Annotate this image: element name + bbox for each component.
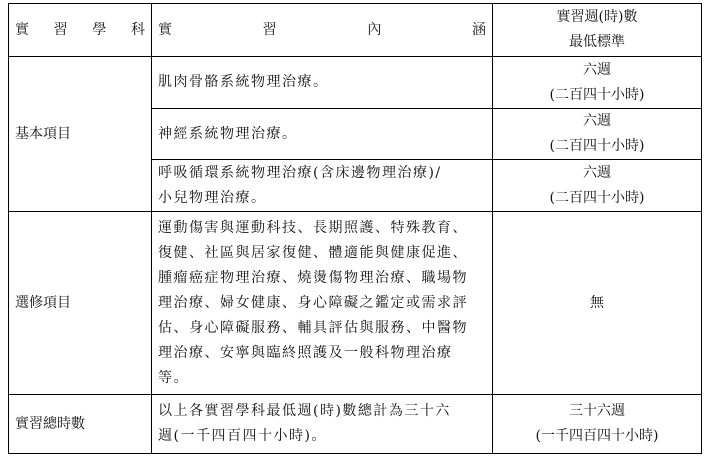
content-line: 週(一千四百四十小時)。 <box>158 428 327 444</box>
table-row <box>9 212 702 395</box>
header-content <box>152 4 493 57</box>
header-content-char: 內 <box>367 21 382 38</box>
table-row <box>9 395 702 454</box>
content-line: 估、身心障礙服務、輔具評估與服務、中醫物 <box>158 319 468 336</box>
hours-value: (二百四十小時) <box>549 86 645 103</box>
header-content-char: 習 <box>262 21 277 38</box>
content-line: 理治療、安寧與臨終照護及一般科物理治療 <box>158 344 453 361</box>
weeks-value: 六週 <box>583 113 611 129</box>
content-cell <box>152 160 493 212</box>
hours-value: (二百四十小時) <box>549 189 645 206</box>
standard-cell <box>493 395 702 454</box>
standard-cell <box>493 109 702 160</box>
hours-value: (二百四十小時) <box>549 138 645 154</box>
subject-basic: 基本項目 <box>9 57 152 212</box>
weeks-value: 六週 <box>583 164 611 181</box>
subject-total: 實習總時數 <box>9 395 152 454</box>
header-content-char: 涵 <box>471 21 486 38</box>
hours-value: (一千四百四十小時) <box>535 428 659 444</box>
standard-cell <box>493 160 702 212</box>
header-content-char: 實 <box>158 21 172 38</box>
content-line: 神經系統物理治療。 <box>158 125 298 142</box>
content-line: 運動傷害與運動科技、長期照護、特殊教育、 <box>158 219 468 236</box>
header-subject <box>9 4 152 57</box>
header-min-standard-line1: 實習週(時)數 <box>556 9 638 25</box>
header-min-standard <box>493 4 702 57</box>
header-min-standard-line2: 最低標準 <box>569 34 625 50</box>
internship-standards-table <box>8 3 702 454</box>
content-cell <box>152 57 493 109</box>
content-line: 小兒物理治療。 <box>158 189 267 206</box>
content-line: 等。 <box>158 369 189 386</box>
content-cell <box>152 212 493 395</box>
content-line: 理治療、婦女健康、身心障礙之鑑定或需求評 <box>158 294 468 311</box>
weeks-value: 六週 <box>583 61 611 78</box>
header-subject-char: 科 <box>130 21 145 38</box>
header-subject-char: 學 <box>92 21 107 38</box>
content-line: 復健、社區與居家復健、體適能與健康促進、 <box>158 244 468 261</box>
header-subject-char: 實 <box>15 21 29 38</box>
content-line: 以上各實習學科最低週(時)數總計為三十六 <box>158 403 451 419</box>
content-cell <box>152 395 493 454</box>
header-subject-char: 習 <box>53 21 68 38</box>
content-cell <box>152 109 493 160</box>
weeks-value: 三十六週 <box>569 403 625 419</box>
standard-cell <box>493 57 702 109</box>
content-line: 呼吸循環系統物理治療(含床邊物理治療)/ <box>158 164 442 181</box>
standard-cell: 無 <box>493 212 702 395</box>
content-line: 肌肉骨骼系統物理治療。 <box>158 74 329 90</box>
content-line: 腫瘤癌症物理治療、燒燙傷物理治療、職場物 <box>158 269 468 286</box>
table-header-row <box>9 4 702 57</box>
table-row <box>9 57 702 109</box>
subject-elective: 選修項目 <box>9 212 152 395</box>
